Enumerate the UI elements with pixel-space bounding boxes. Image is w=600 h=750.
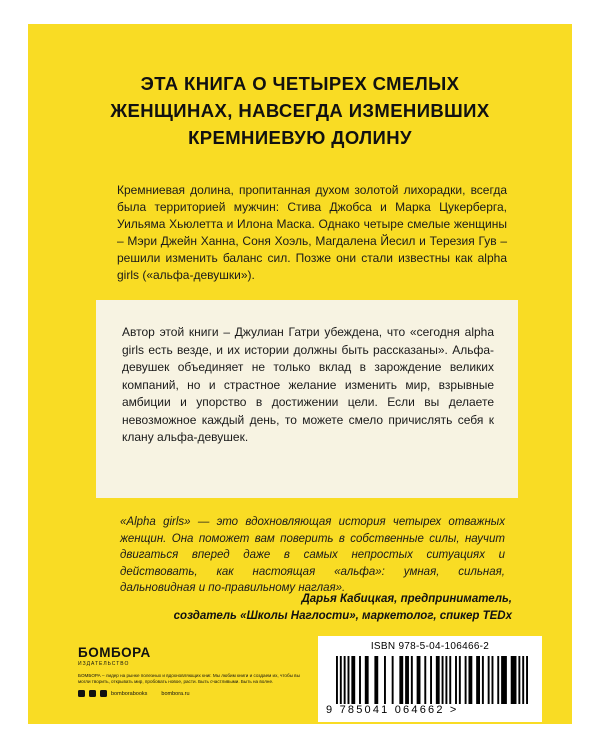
headline-line-3: КРЕМНИЕВУЮ ДОЛИНУ: [188, 127, 412, 148]
barcode-bar: [476, 656, 480, 704]
headline: [28, 70, 572, 151]
publisher-block: [78, 646, 308, 697]
barcode-bar: [468, 656, 472, 704]
author-panel: [96, 300, 518, 498]
quote-attribution: [112, 591, 512, 624]
intro-paragraph: Кремниевая долина, пропитанная духом золотой лихорадки, всегда была территорией мужчин: Стива Джобса и Марка Цукерберга, Уильяма Хьюлетта и Илона Маска. Однако четыре смелые женщины – Мэри Джейн Ханна, Соня Хоэль, Магдалена Йесил и Терезия Гув – решили изменить баланс сил. Позже они стали известны как alpha girls («альфа-девушки»).: [117, 183, 507, 282]
instagram-icon: [89, 690, 96, 697]
barcode-bar: [465, 656, 467, 704]
publisher-sublogo: ИЗДАТЕЛЬСТВО: [78, 661, 130, 667]
barcode-bar: [449, 656, 451, 704]
author-panel-text: Автор этой книги – Джулиан Гатри убеждена, что «сегодня alpha girls есть везде, и их истории должны быть рассказаны». Альфа-девушек объединяет не только вклад в зарождение великих компаний, но и страстное желание изменить мир, взрывные амбиции и упорство в достижении цели. Если вы делаете невозможное каждый день, то можете смело причислять себя к клану альфа-девушек.: [122, 325, 494, 444]
barcode-bar: [359, 656, 361, 704]
barcode-bar: [417, 656, 421, 704]
headline-line-1: ЭТА КНИГА О ЧЕТЫРЕХ СМЕЛЫХ: [140, 73, 460, 94]
barcode-digits: 9 785041 064662 >: [326, 704, 459, 716]
barcode-bar: [526, 656, 528, 704]
headline-line-2: ЖЕНЩИНАХ, НАВСЕГДА ИЗМЕНИВШИХ: [110, 100, 490, 121]
barcode-bar: [351, 656, 355, 704]
barcode-icon: [336, 656, 528, 704]
barcode-bar: [430, 656, 432, 704]
publisher-description: БОМБОРА – лидер на рынке полезных и вдохновляющих книг. Мы любим книги и создаем их, чтобы вы могли творить, открывать мир, пробовать новое, расти. Быть счастливыми. Быть на волне.: [78, 673, 300, 685]
attribution-line-2: создатель «Школы Наглости», маркетолог, спикер TEDx: [173, 609, 512, 622]
barcode-bar: [411, 656, 413, 704]
book-back-cover: [28, 24, 572, 724]
barcode-bar: [344, 656, 346, 704]
barcode-bar: [365, 656, 369, 704]
social-handle: bomborabooks: [111, 690, 148, 697]
barcode-bar: [488, 656, 490, 704]
publisher-logo: БОМБОРА: [78, 645, 151, 660]
barcode-bar: [436, 656, 440, 704]
barcode-bar: [492, 656, 494, 704]
barcode-bar: [482, 656, 484, 704]
barcode-bar: [424, 656, 426, 704]
barcode-bar: [384, 656, 386, 704]
youtube-icon: [100, 690, 107, 697]
barcode-bar: [497, 656, 499, 704]
barcode-bar: [518, 656, 520, 704]
review-quote: «Alpha girls» — это вдохновляющая история четырех отважных женщин. Она поможет вам поверить в собственные силы, научит двигаться вперед даже в самых непростых ситуациях и действовать, как настоящая «альфа»: умная, сильная, дальновидная и по-правильному наглая».: [120, 516, 505, 594]
barcode-bar: [501, 656, 507, 704]
vk-icon: [78, 690, 85, 697]
barcode-bar: [348, 656, 350, 704]
barcode-block: [318, 636, 542, 722]
barcode-bar: [405, 656, 409, 704]
barcode-bar: [392, 656, 394, 704]
attribution-line-1: Дарья Кабицкая, предприниматель,: [301, 593, 512, 605]
barcode-bar: [445, 656, 447, 704]
barcode-bar: [522, 656, 524, 704]
barcode-bar: [374, 656, 378, 704]
barcode-bar: [442, 656, 444, 704]
isbn-label: ISBN 978-5-04-106466-2: [370, 641, 490, 652]
barcode-bar: [399, 656, 403, 704]
barcode-bar: [511, 656, 517, 704]
barcode-bar: [340, 656, 342, 704]
barcode-bar: [459, 656, 461, 704]
barcode-bar: [455, 656, 457, 704]
publisher-links: [78, 690, 308, 697]
publisher-site: bombora.ru: [161, 690, 190, 697]
barcode-bar: [336, 656, 338, 704]
